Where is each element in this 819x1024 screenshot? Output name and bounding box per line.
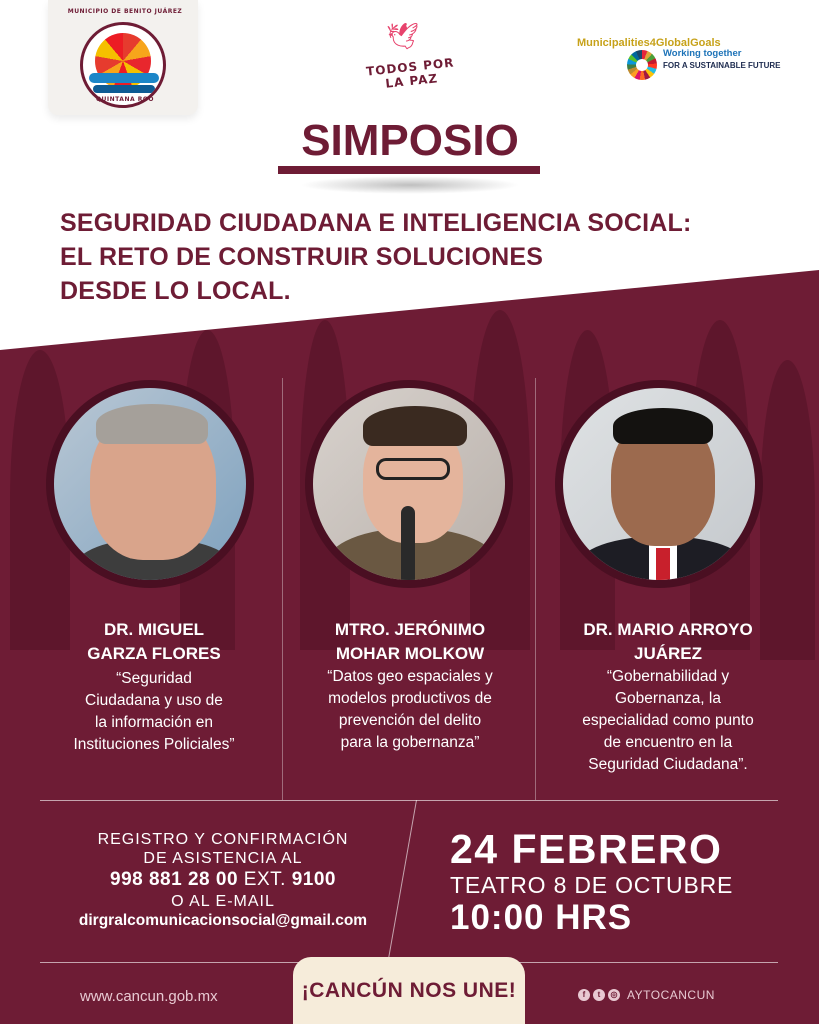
- speaker-name: DR. MARIO ARROYO: [583, 620, 753, 639]
- seal-text-top: MUNICIPIO DE BENITO JUÁREZ: [67, 8, 183, 15]
- speaker-name: MTRO. JERÓNIMO: [334, 620, 486, 639]
- seal-text-bottom: QUINTANA ROO: [95, 96, 155, 103]
- event-time: 10:00 HRS: [450, 898, 633, 937]
- speaker-name: DR. MIGUEL: [103, 620, 205, 639]
- speaker-name: GARZA FLORES: [87, 644, 221, 663]
- topic-line: la información en: [94, 714, 214, 731]
- instagram-icon: ◎: [608, 989, 620, 1001]
- headline-line: DESDE LO LOCAL.: [60, 277, 291, 305]
- m4g-line2: FOR A SUSTAINABLE FUTURE: [663, 61, 781, 70]
- speaker-photo-3: [555, 380, 763, 588]
- social-handles: [578, 988, 715, 1002]
- speaker-photo-2: [305, 380, 513, 588]
- todos-por-la-paz-logo: [356, 22, 466, 92]
- topic-line: Seguridad Ciudadana”.: [588, 756, 748, 773]
- footer-url: www.cancun.gob.mx: [80, 988, 218, 1005]
- speaker-photo-1: [46, 380, 254, 588]
- speaker-name: MOHAR MOLKOW: [335, 644, 485, 663]
- title-underline: [278, 166, 540, 174]
- ext-label: EXT.: [243, 869, 286, 890]
- event-venue: TEATRO 8 DE OCTUBRE: [450, 872, 734, 898]
- ext-number: 9100: [291, 869, 336, 890]
- m4g-line1: Working together: [663, 48, 742, 59]
- speaker-topic: [290, 666, 530, 754]
- info-top-rule: [40, 800, 778, 801]
- slogan-tab: ¡CANCÚN NOS UNE!: [293, 957, 525, 1024]
- phone-number: 998 881 28 00: [110, 869, 239, 890]
- twitter-icon: t: [593, 989, 605, 1001]
- topic-line: Ciudadana y uso de: [85, 692, 223, 709]
- m4g-title: Municipalities4GlobalGoals: [577, 37, 721, 49]
- topic-line: modelos productivos de: [328, 690, 492, 707]
- registration-line: O AL E-MAIL: [171, 893, 275, 910]
- title-shadow: [300, 176, 520, 194]
- column-divider: [282, 378, 283, 800]
- kicker-title: SIMPOSIO: [301, 116, 519, 165]
- todos-por-la-paz-text: TODOS POR LA PAZ: [365, 55, 456, 91]
- topic-line: “Gobernabilidad y: [606, 668, 730, 685]
- registration-email: dirgralcomunicacionsocial@gmail.com: [78, 912, 368, 929]
- sdg-wheel-icon: [627, 50, 657, 80]
- topic-line: de encuentro en la: [603, 734, 733, 751]
- speaker-topic: [34, 668, 274, 756]
- registration-block: [40, 830, 406, 930]
- topic-line: Instituciones Policiales”: [73, 736, 235, 753]
- topic-line: Gobernanza, la: [615, 690, 721, 707]
- event-details: [450, 826, 733, 938]
- event-date: 24 FEBRERO: [450, 826, 723, 872]
- registration-phone: [40, 868, 406, 892]
- headline-line: SEGURIDAD CIUDADANA E INTELIGENCIA SOCIAL:: [60, 209, 692, 237]
- registration-line: REGISTRO Y CONFIRMACIÓN: [97, 831, 349, 848]
- speaker-name: JUÁREZ: [633, 644, 702, 663]
- topic-line: “Seguridad: [116, 670, 192, 687]
- social-handle: AYTOCANCUN: [627, 988, 715, 1002]
- dove-icon: 🕊: [386, 22, 420, 52]
- speaker-3: [548, 618, 788, 776]
- column-divider: [535, 378, 536, 800]
- topic-line: para la gobernanza”: [340, 734, 480, 751]
- speaker-1: [34, 618, 274, 756]
- headline: [60, 206, 780, 308]
- speaker-topic: [548, 666, 788, 776]
- headline-line: EL RETO DE CONSTRUIR SOLUCIONES: [60, 243, 544, 271]
- topic-line: especialidad como punto: [582, 712, 754, 729]
- registration-line: DE ASISTENCIA AL: [143, 850, 303, 867]
- topic-line: prevención del delito: [338, 712, 482, 729]
- facebook-icon: f: [578, 989, 590, 1001]
- speaker-2: [290, 618, 530, 754]
- topic-line: “Datos geo espaciales y: [327, 668, 493, 685]
